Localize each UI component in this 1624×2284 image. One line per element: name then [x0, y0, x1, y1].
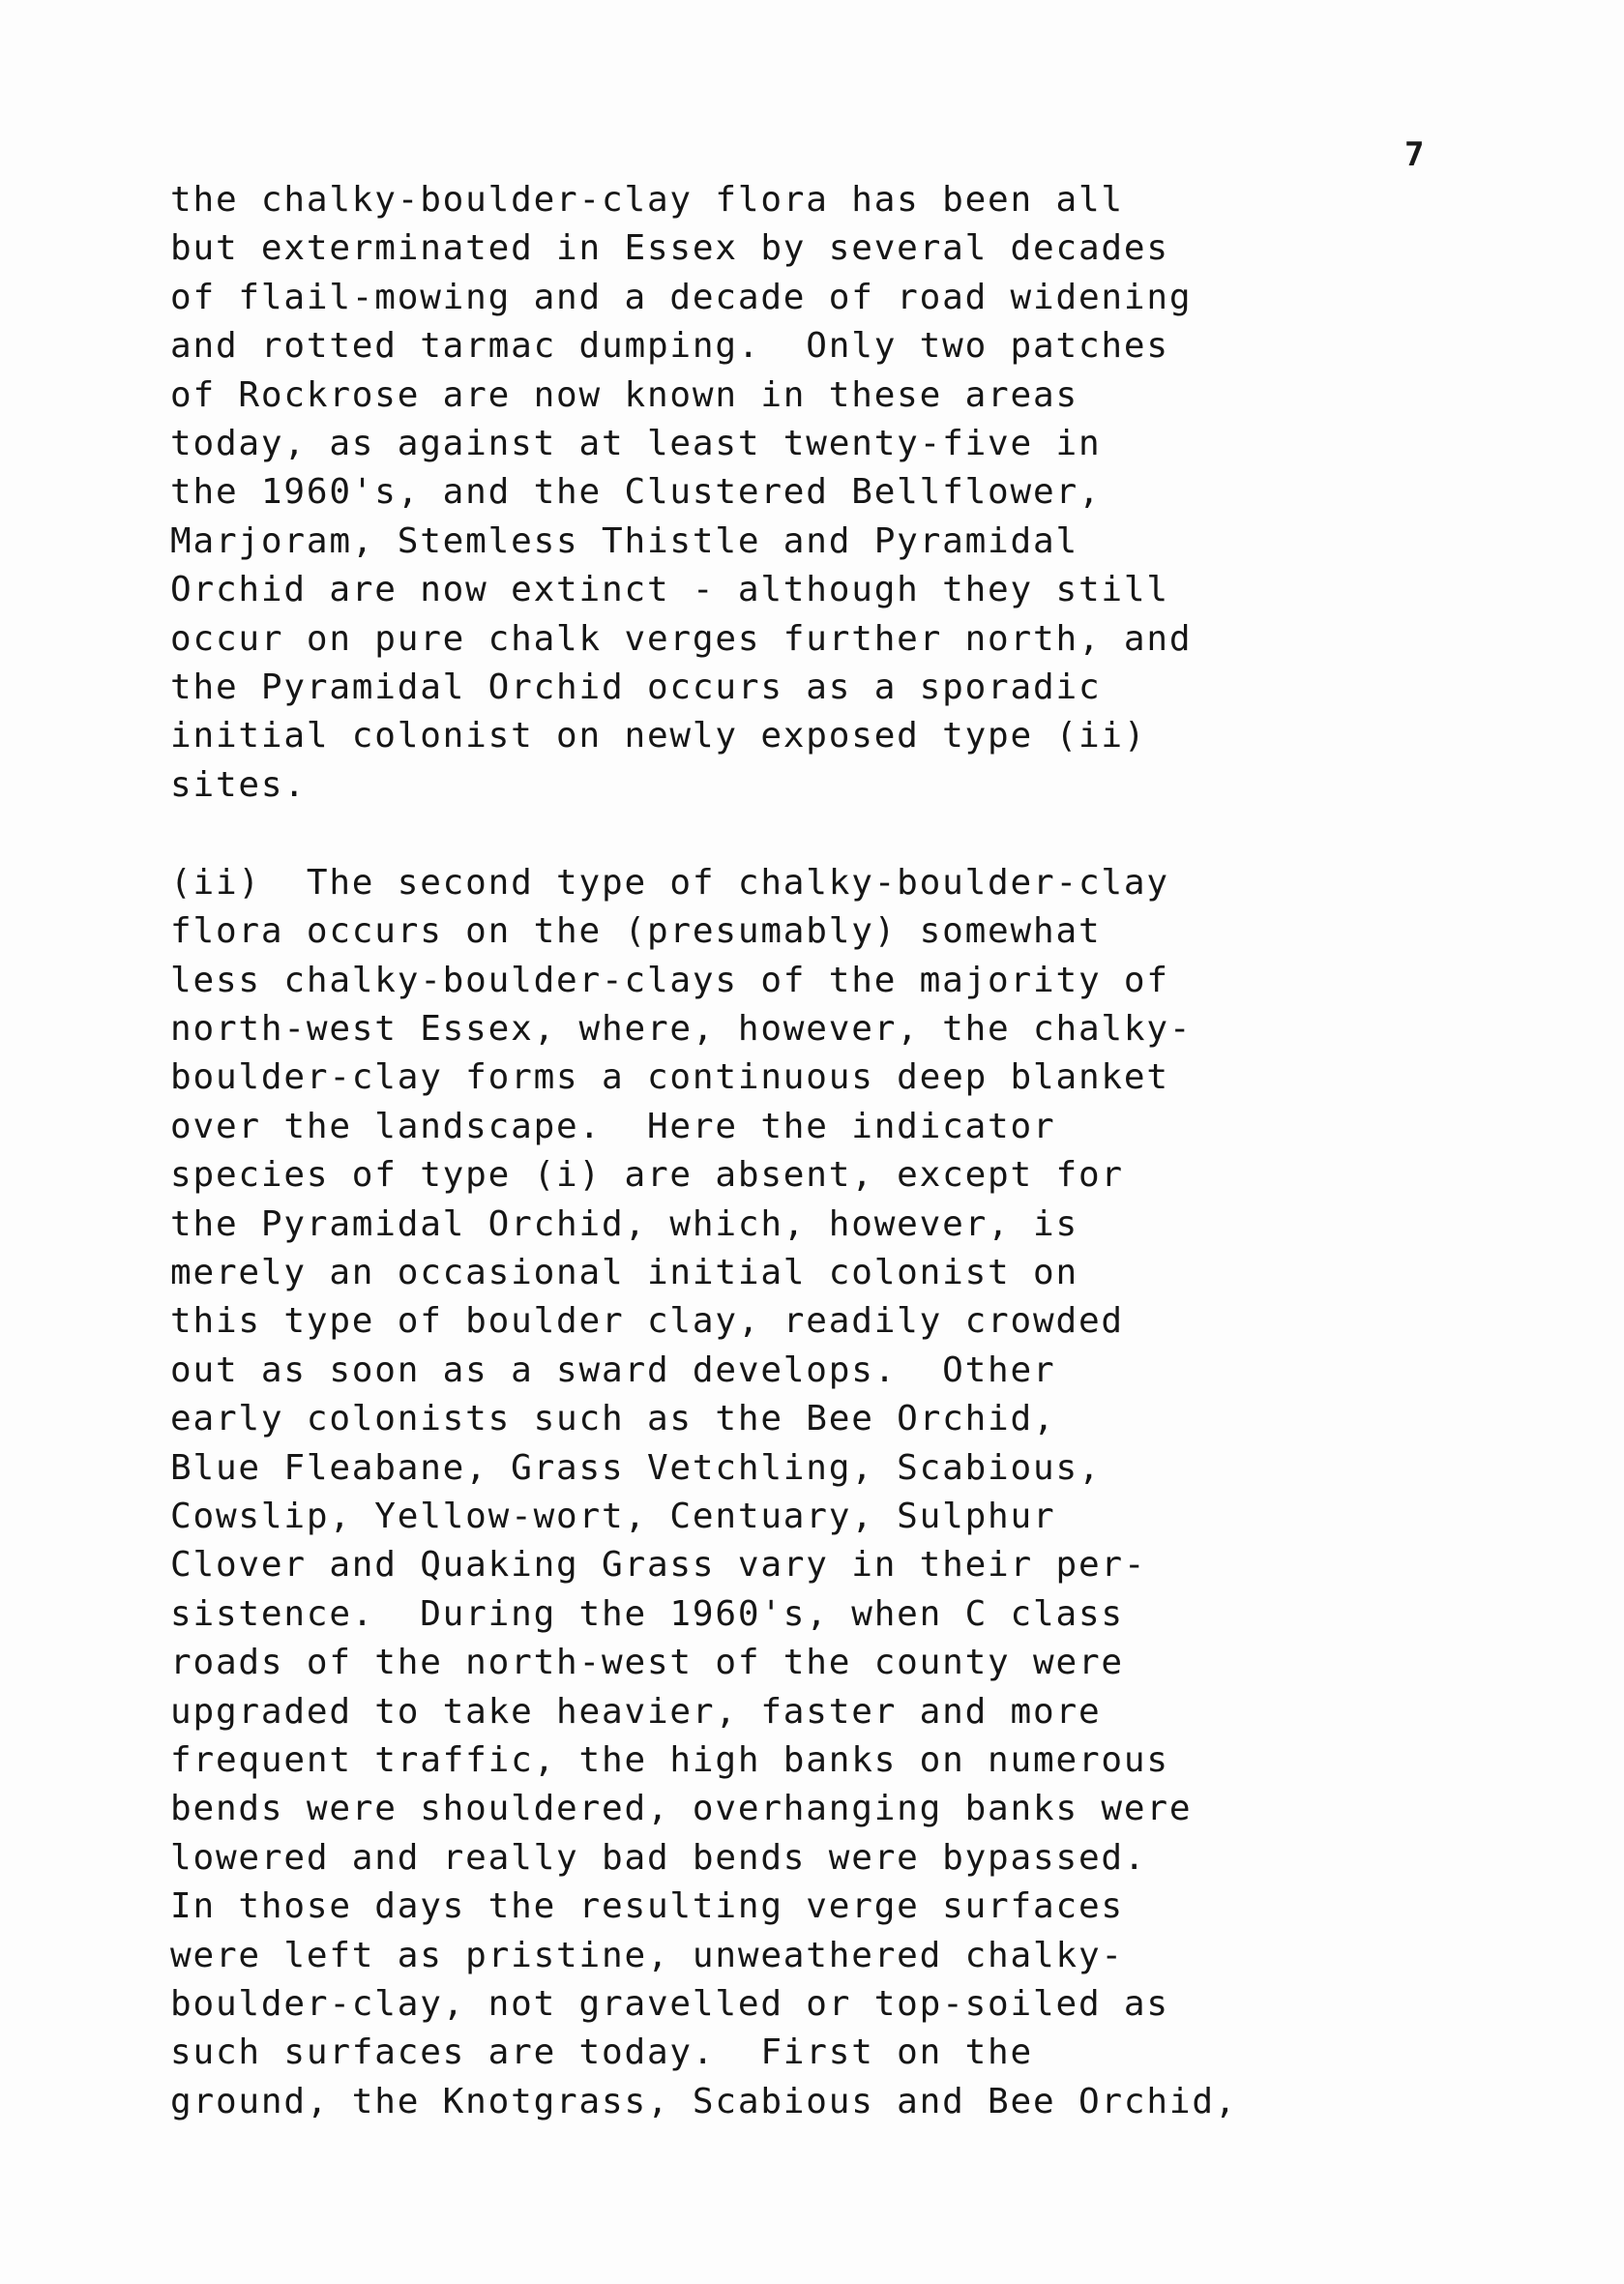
body-text [170, 176, 1544, 2126]
page-number: 7 [1404, 135, 1425, 174]
paragraph-chalky-boulder-clay-type-i: the chalky-boulder-clay flora has been all but exterminated in Essex by several decades of flail-mowing and a decade of road widening and rotted tarmac dumping. Only two patches of Rockrose are now known in these areas today, as against at least twenty-five in the 1960's, and the Clustered Bellflower, Marjoram, Stemless Thistle and Pyramidal Orchid are now extinct - although they still occur on pure chalk verges further north, and the Pyramidal Orchid occurs as a sporadic initial colonist on newly exposed type (ii) sites. [170, 180, 1193, 805]
paragraph-chalky-boulder-clay-type-ii: (ii) The second type of chalky-boulder-clay flora occurs on the (presumably) somewhat less chalky-boulder-clays of the majority of north-west Essex, where, however, the chalky- boulder-clay forms a continuous deep blanket over the landscape. Here the indicator species of type (i) are absent, except for the Pyramidal Orchid, which, however, is merely an occasional initial colonist on this type of boulder clay, readily crowded out as soon as a sward develops. Other early colonists such as the Bee Orchid, Blue Fleabane, Grass Vetchling, Scabious, Cowslip, Yellow-wort, Centuary, Sulphur Clover and Quaking Grass vary in their per- sistence. During the 1960's, when C class roads of the north-west of the county were upgraded to take heavier, faster and more frequent traffic, the high banks on numerous bends were shouldered, overhanging banks were lowered and really bad bends were bypassed. In those days the resulting verge surfaces were left as pristine, unweathered chalky- boulder-clay, not gravelled or top-soiled as such surfaces are today. First on the ground, the Knotgrass, Scabious and Bee Orchid, [170, 862, 1238, 2121]
